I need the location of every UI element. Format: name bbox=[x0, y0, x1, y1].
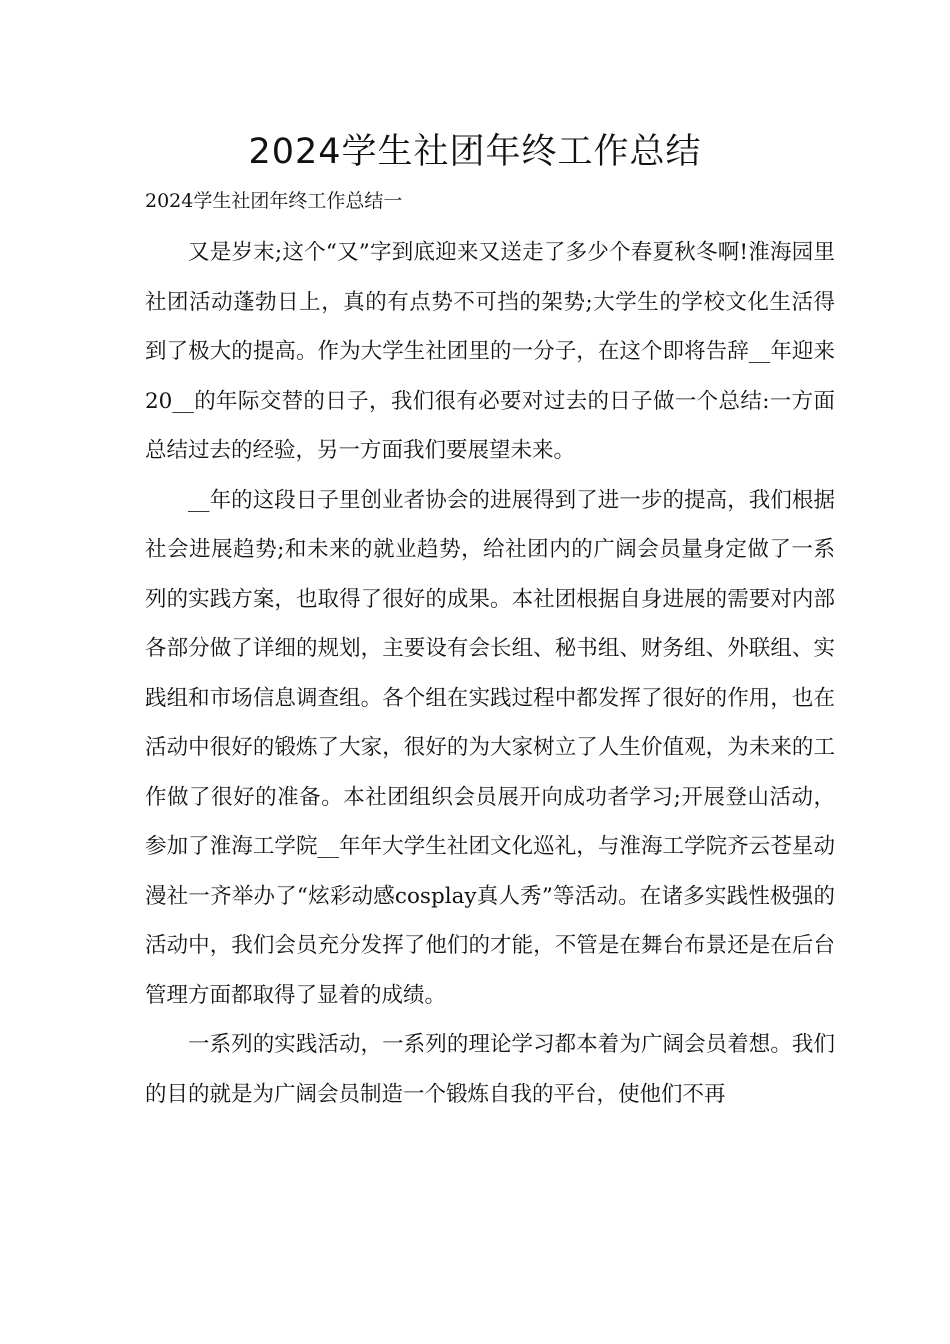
document-body bbox=[145, 228, 835, 1119]
document-subtitle: 2024学生社团年终工作总结一 bbox=[145, 190, 403, 212]
paragraph: 一系列的实践活动，一系列的理论学习都本着为广阔会员着想。我们的目的就是为广阔会员制造一个锻炼自我的平台，使他们不再 bbox=[145, 1032, 835, 1107]
paragraph: __年的这段日子里创业者协会的进展得到了进一步的提高，我们根据社会进展趋势;和未来的就业趋势，给社团内的广阔会员量身定做了一系列的实践方案，也取得了很好的成果。本社团根据自身进展的需要对内部各部分做了详细的规划，主要设有会长组、秘书组、财务组、外联组、实践组和市场信息调查组。各个组在实践过程中都发挥了很好的作用，也在活动中很好的锻炼了大家，很好的为大家树立了人生价值观，为未来的工作做了很好的准备。本社团组织会员展开向成功者学习;开展登山活动，参加了淮海工学院__年年大学生社团文化巡礼，与淮海工学院齐云苍星动漫社一齐举办了“炫彩动感cosplay真人秀”等活动。在诸多实践性极强的活动中，我们会员充分发挥了他们的才能，不管是在舞台布景还是在后台管理方面都取得了显着的成绩。 bbox=[145, 487, 835, 1008]
document-title: 2024学生社团年终工作总结 bbox=[248, 132, 702, 172]
paragraph: 又是岁末;这个“又”字到底迎来又送走了多少个春夏秋冬啊!淮海园里社团活动蓬勃日上，真的有点势不可挡的架势;大学生的学校文化生活得到了极大的提高。作为大学生社团里的一分子，在这个即将告辞__年迎来20__的年际交替的日子，我们很有必要对过去的日子做一个总结:一方面总结过去的经验，另一方面我们要展望未来。 bbox=[145, 240, 835, 463]
